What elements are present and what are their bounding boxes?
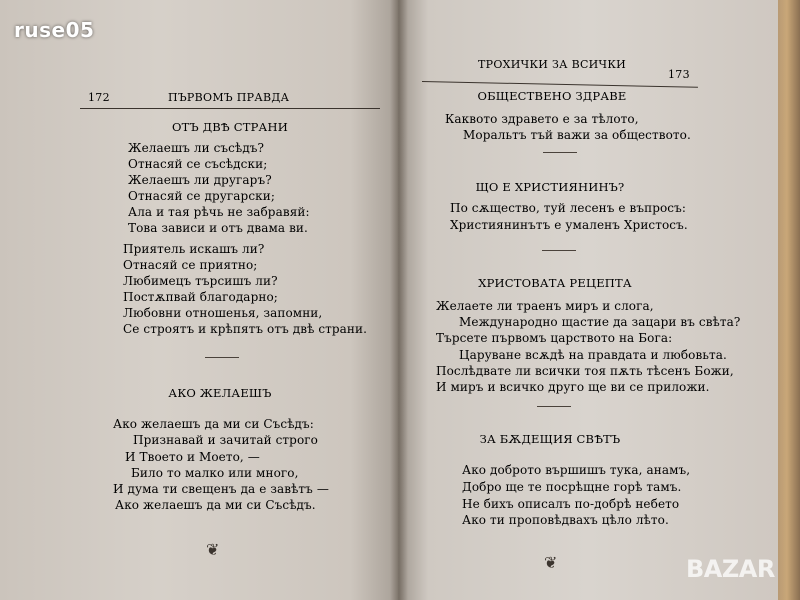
page-edge bbox=[778, 0, 800, 600]
poem-line: И миръ и всичко друго ще ви се приложи. bbox=[436, 380, 710, 394]
poem-line: Постѫпвай благодарно; bbox=[123, 290, 278, 304]
poem-title: ХРИСТОВАТА РЕЦЕПТА bbox=[478, 276, 632, 290]
poem-line: И Твоето и Моето, — bbox=[125, 450, 260, 464]
poem-line: Не бихъ описалъ по-добрѣ небето bbox=[462, 497, 680, 511]
left-page-number: 172 bbox=[88, 91, 110, 104]
poem-line: Търсете първомъ царството на Бога: bbox=[436, 331, 673, 345]
watermark-logo: BAZAR bbox=[686, 555, 775, 583]
poem-line: Желаешъ ли другаръ? bbox=[128, 173, 272, 187]
poem-line: Християнинътъ е умаленъ Христосъ. bbox=[450, 218, 688, 232]
poem-line: Ако желаешъ да ми си Съсѣдъ. bbox=[115, 498, 316, 512]
poem-line: Ако ти проповѣдвахъ цѣло лѣто. bbox=[462, 513, 669, 527]
poem-line: Отнасяй се съсѣдски; bbox=[128, 157, 268, 171]
poem-line: И дума ти свещенъ да е завѣтъ — bbox=[113, 482, 329, 496]
poem-line: Се строятъ и крѣпятъ отъ двѣ страни. bbox=[123, 322, 368, 336]
poem-line: Международно щастие да зацари въ свѣта? bbox=[459, 315, 741, 329]
poem-line: Приятель искашъ ли? bbox=[123, 242, 265, 256]
section-divider bbox=[542, 250, 576, 251]
poem-line: Моральтъ тъй важи за обществото. bbox=[463, 128, 691, 142]
poem-line: Любимецъ търсишъ ли? bbox=[123, 274, 278, 288]
section-divider bbox=[205, 357, 239, 358]
section-divider bbox=[537, 406, 571, 407]
poem-line: Каквото здравето е за тѣлото, bbox=[445, 112, 639, 126]
ornament-icon: ❦ bbox=[206, 540, 220, 559]
poem-line: Желаешъ ли съсѣдъ? bbox=[128, 141, 265, 155]
poem-line: Било то малко или много, bbox=[131, 466, 299, 480]
poem-line: Ала и тая рѣчь не забравяй: bbox=[128, 205, 310, 219]
poem-title: ОБЩЕСТВЕНО ЗДРАВЕ bbox=[477, 89, 627, 103]
poem-line: Това зависи и отъ двама ви. bbox=[128, 221, 308, 235]
poem-title: АКО ЖЕЛАЕШЪ bbox=[168, 386, 272, 400]
right-page-number: 173 bbox=[668, 68, 690, 81]
poem-line: Добро ще те посрѣщне горѣ тамъ. bbox=[462, 480, 682, 494]
watermark-username: ruse05 bbox=[14, 18, 95, 42]
poem-title: ЩО Е ХРИСТИЯНИНЪ? bbox=[475, 180, 625, 194]
poem-line: Отнасяй се приятно; bbox=[123, 258, 258, 272]
left-header-rule bbox=[80, 108, 380, 109]
poem-line: Любовни отношенья, запомни, bbox=[123, 306, 323, 320]
book-gutter bbox=[390, 0, 408, 600]
poem-line: Царуване всѫдѣ на правдата и любовьта. bbox=[459, 348, 727, 362]
poem-line: Желаете ли траенъ миръ и слога, bbox=[436, 299, 654, 313]
poem-line: Отнасяй се другарски; bbox=[128, 189, 275, 203]
poem-line: По сѫщество, туй лесенъ е въпросъ: bbox=[450, 201, 687, 215]
poem-title: ЗА БѪДЕЩИЯ СВѢТЪ bbox=[479, 432, 621, 446]
right-running-head: ТРОХИЧКИ ЗА ВСИЧКИ bbox=[478, 58, 627, 71]
ornament-icon: ❦ bbox=[544, 553, 558, 572]
poem-line: Ако доброто вършишъ тука, анамъ, bbox=[462, 463, 691, 477]
section-divider bbox=[543, 152, 577, 153]
poem-line: Ако желаешъ да ми си Съсѣдъ: bbox=[113, 417, 314, 431]
poem-line: Послѣдвате ли всички тоя пѫть тѣсенъ Божи, bbox=[436, 364, 734, 378]
left-running-head: ПЪРВОМЪ ПРАВДА bbox=[168, 91, 290, 104]
poem-title: ОТЪ ДВѢ СТРАНИ bbox=[172, 120, 288, 134]
poem-line: Признавай и зачитай строго bbox=[133, 433, 318, 447]
